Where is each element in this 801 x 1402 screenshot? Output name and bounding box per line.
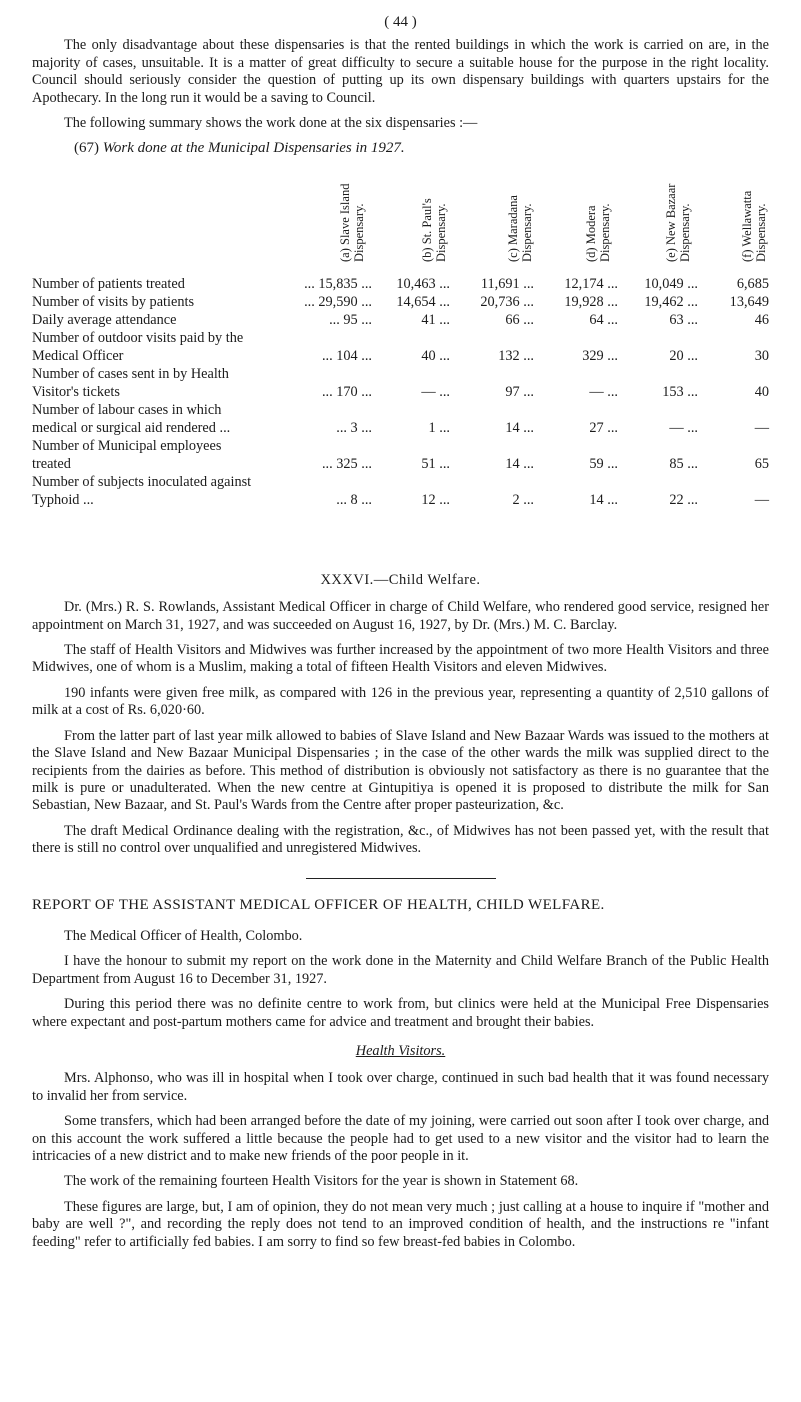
row-label-line1: Number of Municipal employees [32, 437, 222, 454]
row-label: Number of patients treated [32, 275, 185, 292]
divider-rule [306, 878, 496, 879]
table-cell: 27 ... [589, 419, 618, 436]
table-cell: 11,691 ... [480, 275, 534, 292]
table-cell: 20,736 ... [480, 293, 534, 310]
child-welfare-paragraph-2: The staff of Health Visitors and Midwives was further increased by the appointment of two more Health Visitors and three Midwives, one of whom is a Muslim, making a total of fifteen Health Visitors and eleven Midwives. [32, 642, 769, 676]
table-caption-text: Work done at the Municipal Dispensaries in 1927. [102, 140, 405, 157]
row-label: Number of visits by patients [32, 293, 195, 310]
table-cell: 14 ... [505, 419, 534, 436]
table-cell: 14 ... [589, 491, 618, 508]
column-heading-text: (e) New Bazaar Dispensary. [664, 183, 692, 262]
table-cell: — [754, 419, 769, 436]
table-row [32, 365, 769, 402]
dispensary-table [32, 158, 769, 558]
column-heading-text: (a) Slave Island Dispensary. [338, 183, 366, 262]
child-welfare-paragraph-5: The draft Medical Ordinance dealing with the registration, &c., of Midwives has not been passed yet, with the result that there is still no control over unqualified and unregistered Midwives. [32, 822, 769, 857]
health-visitor-paragraph-4: These figures are large, but, I am of opinion, they do not mean very much ; just calling at a house to inquire if "mother and baby are well ?", and recording the reply does not tend to an improved condition of health, and the instructions re "infant feeding" refer to artificially fed babies. I am sorry to find so few breast-fed babies in Colombo. [32, 1198, 769, 1250]
column-heading [664, 162, 712, 262]
table-cell: 19,462 ... [644, 293, 698, 310]
column-heading [506, 162, 554, 262]
row-label-line1: Number of outdoor visits paid by the [32, 329, 244, 346]
table-cell: ... 15,835 ... [304, 275, 372, 292]
table-cell: 6,685 [736, 275, 769, 292]
row-label-line1: Number of labour cases in which [32, 401, 222, 418]
table-cell: 64 ... [589, 311, 618, 328]
table-cell: ... 104 ... [321, 347, 372, 364]
table-cell: 59 ... [589, 455, 618, 472]
table-cell: ... 3 ... [336, 419, 372, 436]
table-cell: ... 325 ... [321, 455, 372, 472]
table-cell: 2 ... [512, 491, 534, 508]
intro-paragraph-2: The following summary shows the work done at the six dispensaries :— [64, 115, 478, 132]
table-cell: 19,928 ... [564, 293, 618, 310]
table-cell: 41 ... [421, 311, 450, 328]
table-cell: 46 [754, 311, 769, 328]
table-cell: 12 ... [421, 491, 450, 508]
table-cell: — ... [669, 419, 698, 436]
table-cell: 63 ... [669, 311, 698, 328]
column-heading [584, 162, 632, 262]
salutation: The Medical Officer of Health, Colombo. [64, 927, 303, 944]
row-label-line2: Typhoid ... [32, 491, 94, 508]
child-welfare-paragraph-3: 190 infants were given free milk, as compared with 126 in the previous year, representing a quantity of 2,510 gallons of milk at a cost of Rs. 6,020·60. [32, 684, 769, 719]
health-visitor-paragraph-1: Mrs. Alphonso, who was ill in hospital when I took over charge, continued in such bad health that it was found necessary to invalid her from service. [32, 1070, 769, 1104]
table-cell: 85 ... [669, 455, 698, 472]
table-cell: 97 ... [505, 383, 534, 400]
table-cell: 65 [754, 455, 769, 472]
report-heading: REPORT OF THE ASSISTANT MEDICAL OFFICER OF HEALTH, CHILD WELFARE. [32, 896, 605, 913]
table-cell: 329 ... [582, 347, 618, 364]
column-heading-text: (c) Maradana Dispensary. [506, 194, 534, 262]
report-paragraph-1: I have the honour to submit my report on the work done in the Maternity and Child Welfare Branch of the Public Health Department from August 16 to December 31, 1927. [32, 953, 769, 987]
row-label-line2: medical or surgical aid rendered ... [32, 419, 231, 436]
table-row [32, 276, 769, 294]
table-cell: — [754, 491, 769, 508]
table-row [32, 473, 769, 510]
table-cell: 14 ... [505, 455, 534, 472]
table-cell: 132 ... [498, 347, 534, 364]
column-heading [740, 162, 788, 262]
row-label-line1: Number of subjects inoculated against [32, 473, 252, 490]
table-cell: 10,049 ... [644, 275, 698, 292]
column-heading [338, 162, 386, 262]
table-cell: — ... [421, 383, 450, 400]
table-cell: ... 29,590 ... [304, 293, 372, 310]
subheading-text: Health Visitors. [355, 1042, 446, 1059]
table-cell: 153 ... [662, 383, 698, 400]
table-row [32, 437, 769, 474]
table-cell: 30 [754, 347, 769, 364]
table-cell: 22 ... [669, 491, 698, 508]
table-cell: 1 ... [428, 419, 450, 436]
column-heading-text: (f) Wellawatta Dispensary. [740, 190, 768, 262]
table-cell: ... 95 ... [329, 311, 372, 328]
table-row [32, 294, 769, 312]
column-heading-text: (d) Modera Dispensary. [584, 203, 612, 262]
section-heading: XXXVI.—Child Welfare. [320, 571, 481, 588]
table-cell: 12,174 ... [564, 275, 618, 292]
report-paragraph-2: During this period there was no definite centre to work from, but clinics were held at the Municipal Free Dispensaries where expectant and post-partum mothers came for advice and treatment and brought their babies. [32, 996, 769, 1030]
table-cell: 40 ... [421, 347, 450, 364]
table-cell: 13,649 [729, 293, 769, 310]
table-cell: 40 [754, 383, 769, 400]
row-label-line2: treated [32, 455, 71, 472]
subheading-health-visitors [32, 1043, 769, 1060]
page-number: ( 44 ) [384, 14, 417, 30]
intro-paragraph-1: The only disadvantage about these dispensaries is that the rented buildings in which the work is carried on are, in the majority of cases, unsuitable. It is a matter of great difficulty to secure a suitable house for the purpose in the right locality. Council should seriously consider the question of putting up its own dispensary buildings with quarters upstairs for the Apothecary. In the long run it would be a saving to Council. [32, 37, 769, 106]
table-cell: 66 ... [505, 311, 534, 328]
row-label-line1: Number of cases sent in by Health [32, 365, 229, 382]
child-welfare-paragraphs [32, 599, 769, 857]
row-label-line2: Medical Officer [32, 347, 124, 364]
child-welfare-paragraph-1: Dr. (Mrs.) R. S. Rowlands, Assistant Medical Officer in charge of Child Welfare, who rendered good service, resigned her appointment on March 31, 1927, and was succeeded on August 16, 1927, by Dr. (Mrs.) M. C. Barclay. [32, 599, 769, 633]
row-label-line2: Visitor's tickets [32, 383, 120, 400]
child-welfare-paragraph-4: From the latter part of last year milk allowed to babies of Slave Island and New Bazaar Wards was issued to the mothers at the Slave Island and New Bazaar Municipal Dispensaries ; in the case of the other wards the milk was supplied direct to the recipients from the dairies as before. This method of distribution is obviously not satisfactory as there is no guarantee that the milk is pure or unadulterated. When the new centre at Gintupitiya is opened it is proposed to distribute the milk for San Sebastian, New Bazaar, and St. Paul's Wards from the Centre after proper pasteurization, &c. [32, 727, 769, 814]
table-caption-number: (67) [74, 140, 99, 157]
health-visitor-paragraphs [32, 1070, 769, 1251]
health-visitor-paragraph-2: Some transfers, which had been arranged before the date of my joining, were carried out soon after I took over charge, and on this account the work suffered a little because the people had to get used to a new visitor and the visitor had to learn the intricacies of a new district and to make new friends of the poor people in it. [32, 1113, 769, 1164]
table-caption [74, 140, 769, 157]
row-label: Daily average attendance [32, 311, 177, 328]
table-row [32, 312, 769, 330]
table-cell: 10,463 ... [396, 275, 450, 292]
table-cell: 14,654 ... [396, 293, 450, 310]
column-heading [420, 162, 468, 262]
table-cell: 20 ... [669, 347, 698, 364]
report-paragraphs [32, 953, 769, 1031]
table-cell: 51 ... [421, 455, 450, 472]
table-row [32, 329, 769, 366]
table-row [32, 401, 769, 438]
table-cell: ... 170 ... [321, 383, 372, 400]
table-cell: ... 8 ... [336, 491, 372, 508]
column-heading-text: (b) St. Paul's Dispensary. [420, 198, 448, 262]
health-visitor-paragraph-3: The work of the remaining fourteen Health Visitors for the year is shown in Statement 68. [64, 1173, 579, 1190]
table-cell: — ... [589, 383, 618, 400]
